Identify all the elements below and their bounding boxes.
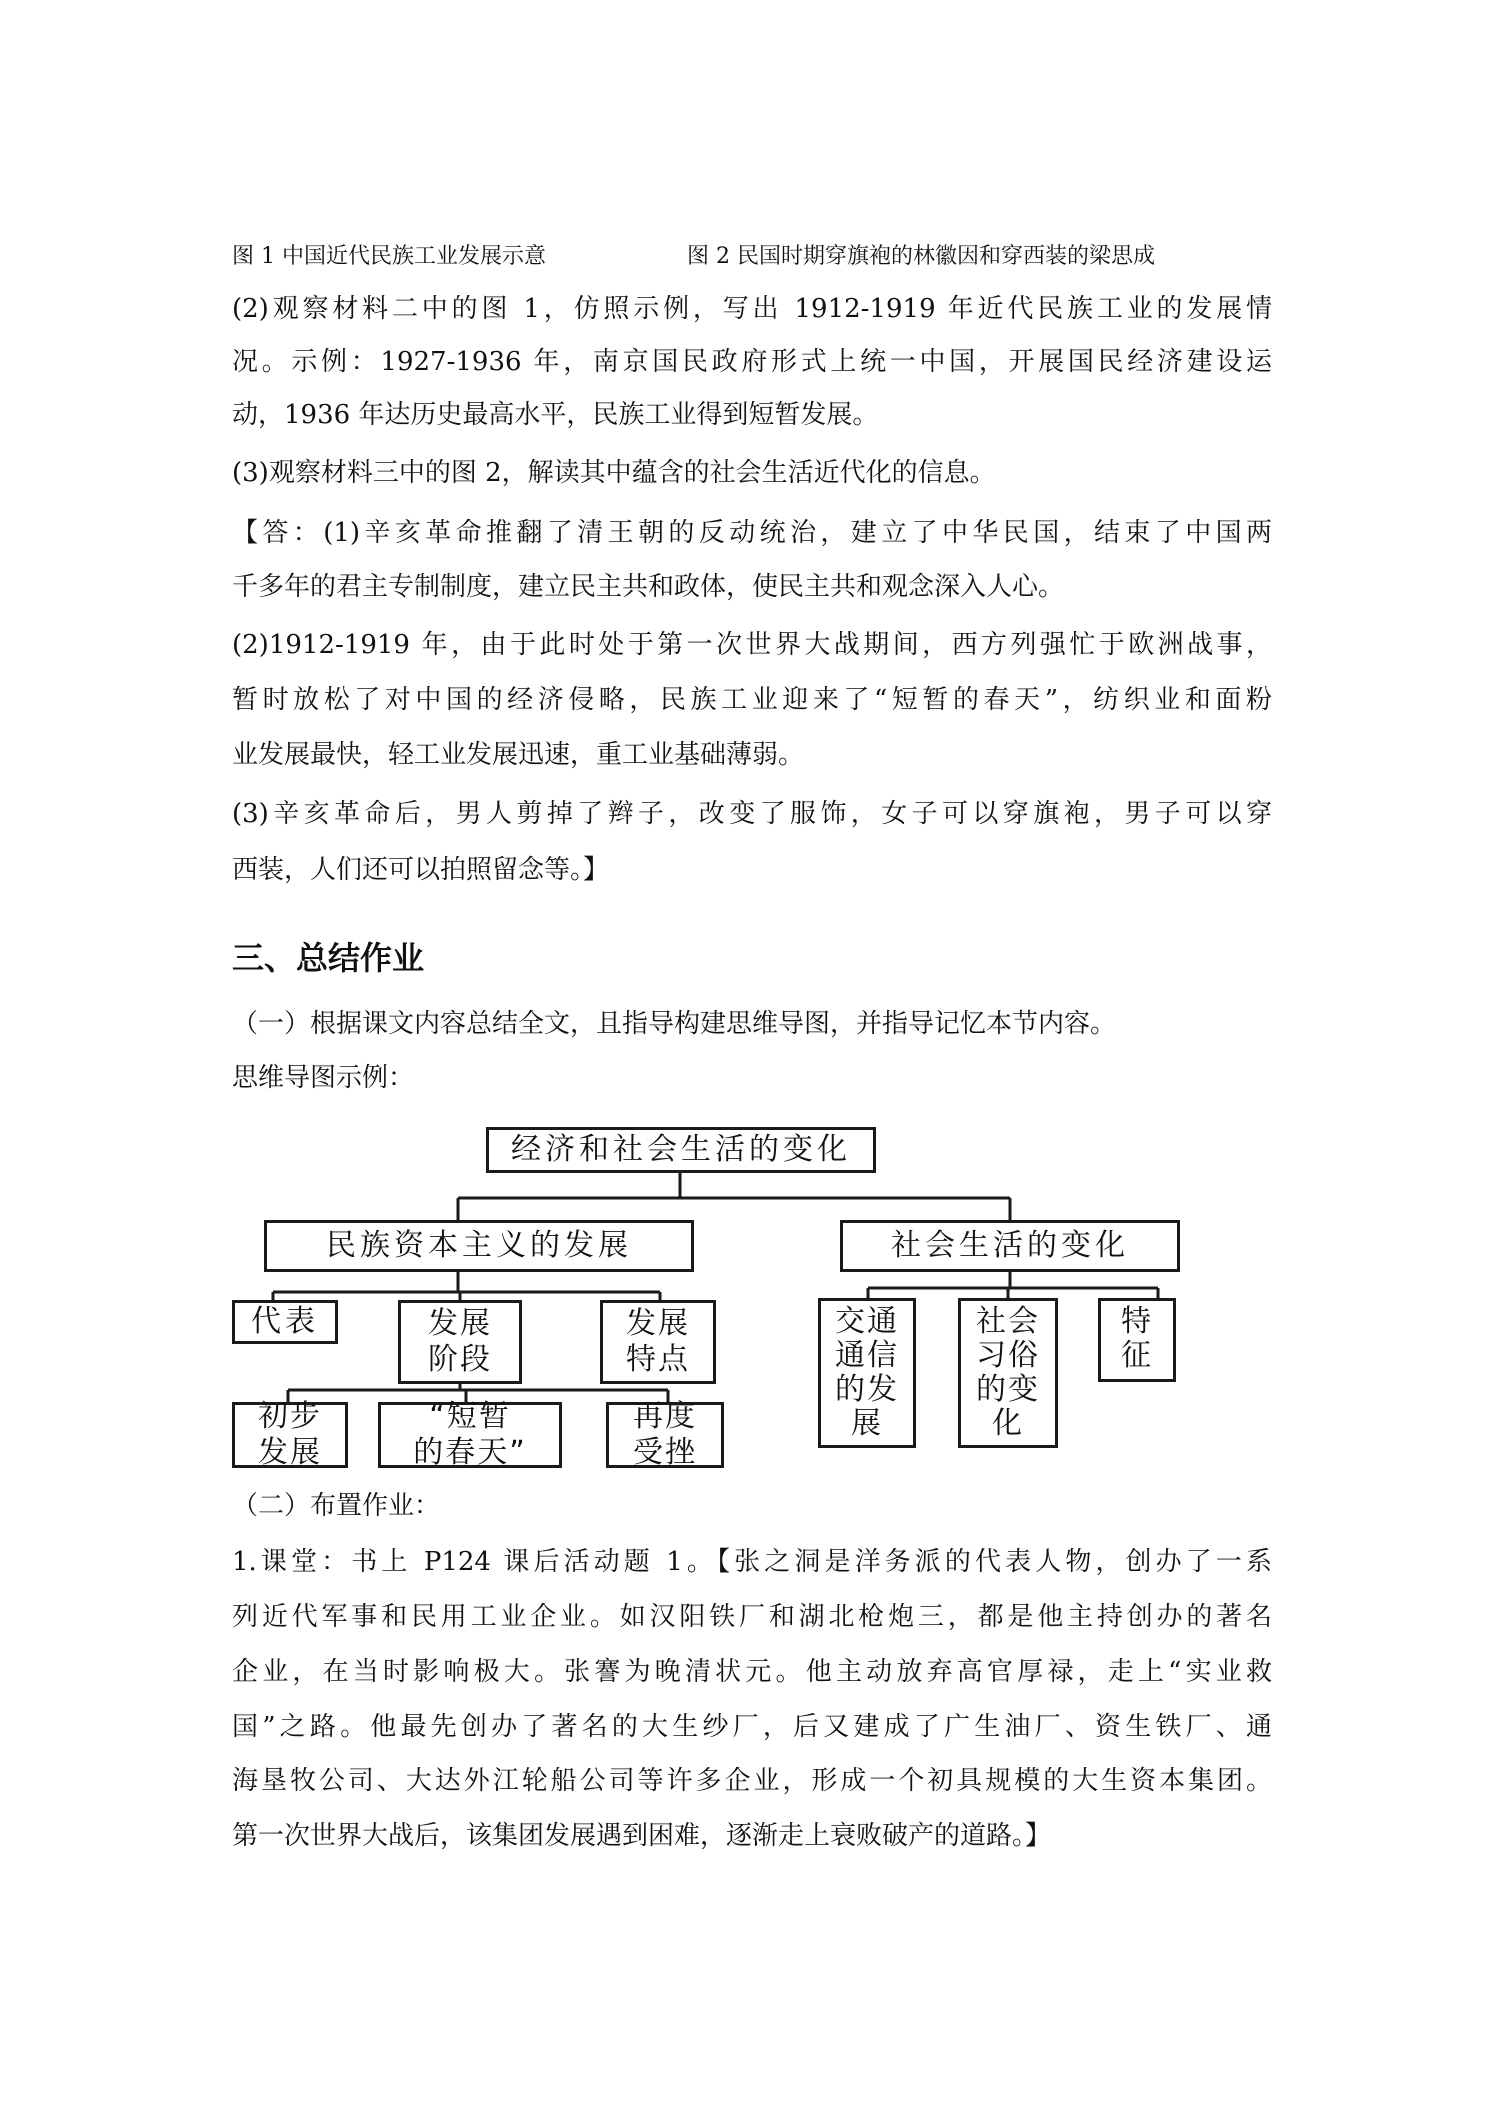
mind-map-branch-right: 社会生活的变化 [840, 1220, 1180, 1272]
summary-line-1: （一）根据课文内容总结全文，且指导构建思维导图，并指导记忆本节内容。 [232, 1009, 1117, 1039]
section-heading: 三、总结作业 [232, 939, 425, 977]
question-3-line: (3)观察材料三中的图 2，解读其中蕴含的社会生活近代化的信息。 [232, 458, 996, 488]
answer-3-line-1: (3)辛亥革命后，男人剪掉了辫子，改变了服饰，女子可以穿旗袍，男子可以穿 [232, 799, 1272, 829]
question-2-line-1: (2)观察材料二中的图 1，仿照示例，写出 1912-1919 年近代民族工业的发展情 [232, 294, 1272, 324]
homework-line-1: 1.课堂：书上 P124 课后活动题 1。【张之洞是洋务派的代表人物，创办了一系 [232, 1547, 1272, 1577]
question-2-line-2: 况。示例：1927-1936 年，南京国民政府形式上统一中国，开展国民经济建设运 [232, 347, 1272, 377]
mind-map-node-representative: 代表 [232, 1300, 338, 1344]
mind-map-node-stages: 发展 阶段 [398, 1300, 522, 1384]
homework-line-6: 第一次世界大战后，该集团发展遇到困难，逐渐走上衰败破产的道路。】 [232, 1821, 1052, 1851]
mind-map-stage-setback: 再度 受挫 [606, 1402, 724, 1468]
homework-line-3: 企业，在当时影响极大。张謇为晚清状元。他主动放弃高官厚禄，走上“实业救 [232, 1657, 1272, 1687]
mind-map-node-features: 发展 特点 [600, 1300, 716, 1384]
homework-line-5: 海垦牧公司、大达外江轮船公司等许多企业，形成一个初具规模的大生资本集团。 [232, 1766, 1272, 1796]
mind-map-stage-initial: 初步 发展 [232, 1402, 348, 1468]
figure-2-caption: 图 2 民国时期穿旗袍的林徽因和穿西装的梁思成 [687, 244, 1155, 269]
answer-1-line-1: 【答：(1)辛亥革命推翻了清王朝的反动统治，建立了中华民国，结束了中国两 [232, 518, 1272, 548]
mind-map-branch-left: 民族资本主义的发展 [264, 1220, 694, 1272]
summary-line-2: 思维导图示例： [232, 1063, 415, 1093]
homework-line-4: 国”之路。他最先创办了著名的大生纱厂，后又建成了广生油厂、资生铁厂、通 [232, 1712, 1272, 1742]
mind-map-stage-short-spring: “短暂 的春天” [378, 1402, 562, 1468]
mind-map-node-characteristics: 特 征 [1098, 1298, 1176, 1382]
mind-map-root: 经济和社会生活的变化 [486, 1127, 876, 1173]
answer-2-line-2: 暂时放松了对中国的经济侵略，民族工业迎来了“短暂的春天”，纺织业和面粉 [232, 685, 1272, 715]
answer-3-line-2: 西装，人们还可以拍照留念等。】 [232, 855, 610, 885]
homework-title: （二）布置作业： [232, 1491, 441, 1521]
homework-line-2: 列近代军事和民用工业企业。如汉阳铁厂和湖北枪炮三，都是他主持创办的著名 [232, 1602, 1272, 1632]
mind-map-node-transport: 交通 通信 的发 展 [818, 1298, 916, 1448]
mind-map-diagram [228, 1120, 1228, 1470]
answer-2-line-1: (2)1912-1919 年，由于此时处于第一次世界大战期间，西方列强忙于欧洲战事， [232, 630, 1272, 660]
question-2-line-3: 动，1936 年达历史最高水平，民族工业得到短暂发展。 [232, 400, 879, 430]
answer-2-line-3: 业发展最快，轻工业发展迅速，重工业基础薄弱。 [232, 740, 805, 770]
mind-map-node-customs: 社会 习俗 的变 化 [958, 1298, 1058, 1448]
figure-captions [232, 240, 1272, 274]
answer-1-line-2: 千多年的君主专制制度，建立民主共和政体，使民主共和观念深入人心。 [232, 572, 1065, 602]
figure-1-caption: 图 1 中国近代民族工业发展示意 [232, 244, 546, 269]
